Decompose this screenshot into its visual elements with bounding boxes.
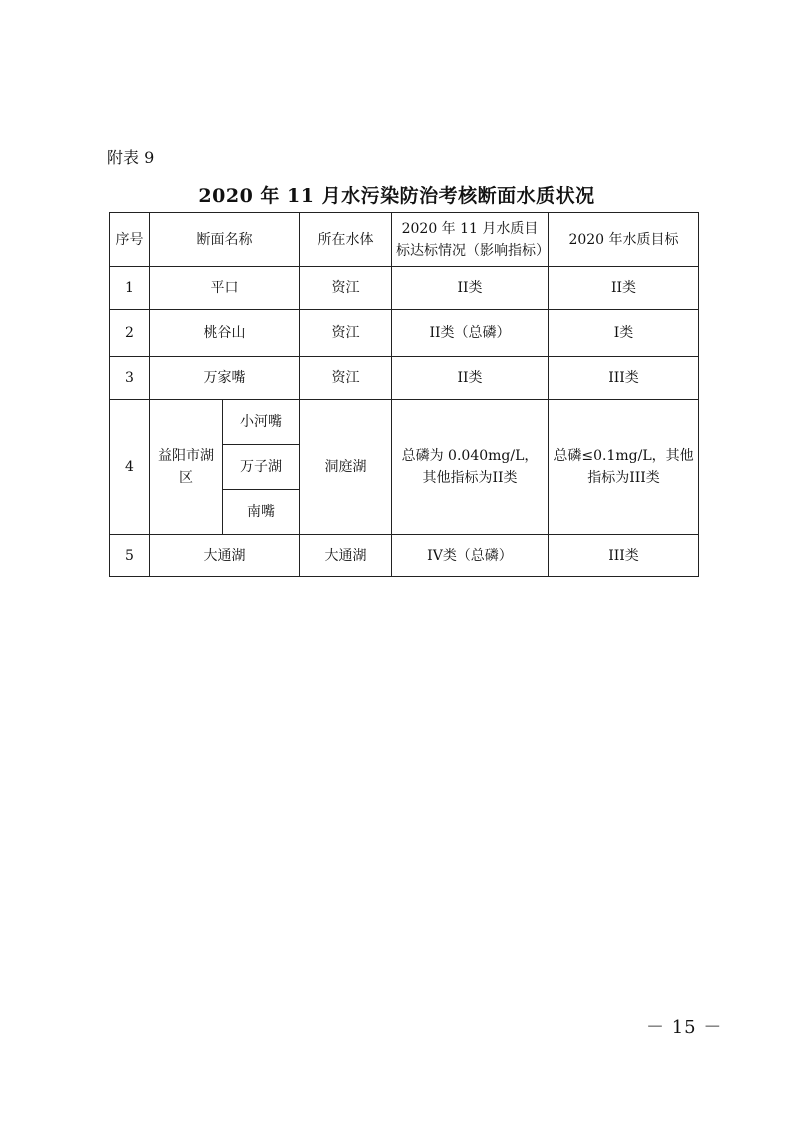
annex-label: 附表 9 (107, 148, 155, 167)
cell-index: 3 (110, 357, 150, 400)
header-water-quality-target: 2020 年水质目标 (549, 213, 699, 267)
table-row (110, 267, 699, 310)
cell-target: II类 (549, 267, 699, 310)
cell-target: 总磷≤0.1mg/L，其他指标为III类 (549, 400, 699, 535)
cell-water-body: 资江 (300, 267, 392, 310)
cell-region: 益阳市湖区 (150, 400, 223, 535)
cell-target: III类 (549, 535, 699, 577)
cell-section: 万家嘴 (150, 357, 300, 400)
cell-water-body: 洞庭湖 (300, 400, 392, 535)
cell-sub-section: 南嘴 (223, 490, 300, 535)
cell-water-body: 大通湖 (300, 535, 392, 577)
cell-section: 桃谷山 (150, 310, 300, 357)
cell-index: 1 (110, 267, 150, 310)
cell-status: II类（总磷） (392, 310, 549, 357)
cell-index: 5 (110, 535, 150, 577)
cell-status: 总磷为 0.040mg/L，其他指标为II类 (392, 400, 549, 535)
cell-section: 平口 (150, 267, 300, 310)
table-row (110, 535, 699, 577)
cell-target: III类 (549, 357, 699, 400)
table-row (110, 310, 699, 357)
cell-target: I类 (549, 310, 699, 357)
header-section-name: 断面名称 (150, 213, 300, 267)
cell-status: II类 (392, 267, 549, 310)
page-number: － 15 － (646, 1017, 723, 1038)
cell-sub-section: 小河嘴 (223, 400, 300, 445)
header-attainment-status: 2020 年 11 月水质目标达标情况（影响指标） (392, 213, 549, 267)
cell-index: 4 (110, 400, 150, 535)
cell-status: IV类（总磷） (392, 535, 549, 577)
table-row (110, 357, 699, 400)
document-title: 2020 年 11 月水污染防治考核断面水质状况 (198, 185, 595, 207)
cell-water-body: 资江 (300, 310, 392, 357)
cell-water-body: 资江 (300, 357, 392, 400)
header-water-body: 所在水体 (300, 213, 392, 267)
cell-index: 2 (110, 310, 150, 357)
table-header-row (110, 213, 699, 267)
water-quality-table (109, 212, 699, 577)
cell-sub-section: 万子湖 (223, 445, 300, 490)
cell-status: II类 (392, 357, 549, 400)
table-row (110, 400, 699, 445)
header-index: 序号 (110, 213, 150, 267)
cell-section: 大通湖 (150, 535, 300, 577)
